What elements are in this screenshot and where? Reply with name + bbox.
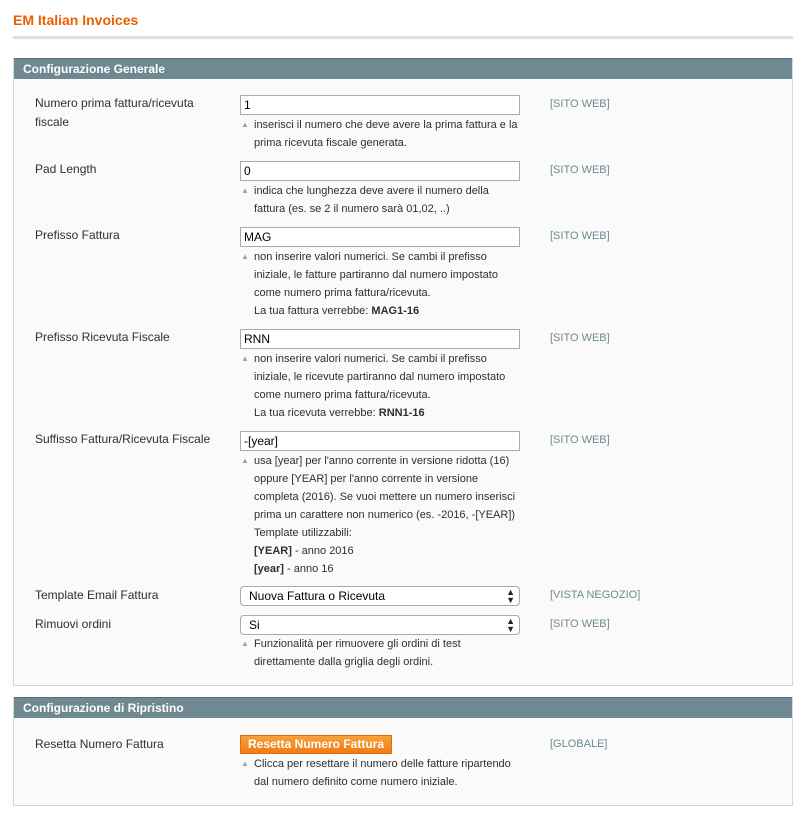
- template-desc: - anno 2016: [291, 545, 354, 557]
- triangle-up-icon: ▲: [241, 252, 249, 261]
- updown-arrows-icon: ▲ ▼: [506, 616, 515, 634]
- scope-label: [GLOBALE]: [550, 738, 608, 750]
- note-line: completa (2016). Se vuoi mettere un numero inserisci: [254, 491, 516, 503]
- first-invoice-number-input[interactable]: 1: [240, 95, 520, 115]
- suffix-input[interactable]: -[year]: [240, 431, 520, 451]
- field-note: [240, 350, 525, 422]
- scope-label: [SITO WEB]: [550, 230, 610, 242]
- field-note: [240, 116, 525, 152]
- note-line: non inserire valori numerici. Se cambi il prefisso: [254, 251, 487, 263]
- field-label: Suffisso Fattura/Ricevuta Fiscale: [35, 432, 211, 446]
- note-line: indica che lunghezza deve avere il numero della: [254, 185, 489, 197]
- reset-invoice-number-button[interactable]: Resetta Numero Fattura: [240, 735, 392, 754]
- page-title: EM Italian Invoices: [13, 12, 139, 28]
- scope-label: [VISTA NEGOZIO]: [550, 589, 641, 601]
- field-label: Pad Length: [35, 162, 97, 176]
- updown-arrows-icon: ▲ ▼: [506, 587, 515, 605]
- scope-label: [SITO WEB]: [550, 618, 610, 630]
- label-line: fiscale: [35, 115, 70, 129]
- scope-label: [SITO WEB]: [550, 98, 610, 110]
- selected-value: Si: [249, 618, 260, 632]
- note-line: non inserire valori numerici. Se cambi il prefisso: [254, 353, 487, 365]
- note-line: dal numero definito come numero iniziale.: [254, 776, 458, 788]
- note-line: prima ricevuta fiscale generata.: [254, 137, 407, 149]
- field-label: Resetta Numero Fattura: [35, 737, 164, 751]
- template-code: [YEAR]: [254, 545, 292, 557]
- scope-label: [SITO WEB]: [550, 332, 610, 344]
- scope-label: [SITO WEB]: [550, 164, 610, 176]
- template-code: [year]: [254, 563, 284, 575]
- triangle-up-icon: ▲: [241, 354, 249, 363]
- note-line: fattura (es. se 2 il numero sarà 01,02, ..): [254, 203, 450, 215]
- email-template-select[interactable]: [240, 586, 520, 606]
- note-line: usa [year] per l'anno corrente in versione ridotta (16): [254, 455, 510, 467]
- receipt-example: RNN1-16: [378, 407, 425, 419]
- note-line: iniziale, le ricevute partiranno dal numero impostato: [254, 371, 506, 383]
- triangle-up-icon: ▲: [241, 120, 249, 129]
- note-line: La tua fattura verrebbe:: [254, 305, 372, 317]
- remove-orders-select[interactable]: [240, 615, 520, 635]
- field-note: [240, 248, 525, 320]
- note-line: Clicca per resettare il numero delle fatture ripartendo: [254, 758, 511, 770]
- field-note: [240, 452, 525, 578]
- receipt-prefix-input[interactable]: RNN: [240, 329, 520, 349]
- invoice-prefix-input[interactable]: MAG: [240, 227, 520, 247]
- section-reset: [13, 697, 793, 806]
- note-line: inserisci il numero che deve avere la prima fattura e la: [254, 119, 518, 131]
- field-note: [240, 635, 525, 671]
- label-line: Numero prima fattura/ricevuta: [35, 96, 194, 110]
- invoice-example: MAG1-16: [371, 305, 420, 317]
- section-header-reset[interactable]: Configurazione di Ripristino: [14, 697, 792, 718]
- note-line: iniziale, le fatture partiranno dal numero impostato: [254, 269, 498, 281]
- note-line: come numero prima fattura/ricevuta.: [254, 389, 431, 401]
- field-label: Template Email Fattura: [35, 588, 159, 602]
- selected-value: Nuova Fattura o Ricevuta: [249, 589, 386, 603]
- title-divider: [13, 36, 793, 39]
- scope-label: [SITO WEB]: [550, 434, 610, 446]
- note-line: La tua ricevuta verrebbe:: [254, 407, 379, 419]
- section-general: [13, 58, 793, 686]
- section-header-general[interactable]: Configurazione Generale: [14, 58, 792, 79]
- field-label: Prefisso Ricevuta Fiscale: [35, 330, 170, 344]
- triangle-up-icon: ▲: [241, 639, 249, 648]
- note-line: oppure [YEAR] per l'anno corrente in versione: [254, 473, 479, 485]
- field-note: [240, 182, 525, 218]
- field-label: Prefisso Fattura: [35, 228, 120, 242]
- triangle-up-icon: ▲: [241, 186, 249, 195]
- field-note: [240, 755, 525, 791]
- note-line: Funzionalità per rimuovere gli ordini di test: [254, 638, 461, 650]
- note-line: prima un carattere non numerico (es. -2016, -[YEAR]): [254, 509, 516, 521]
- note-line: come numero prima fattura/ricevuta.: [254, 287, 431, 299]
- triangle-up-icon: ▲: [241, 456, 249, 465]
- field-label: [35, 94, 225, 132]
- triangle-up-icon: ▲: [241, 759, 249, 768]
- field-label: Rimuovi ordini: [35, 617, 112, 631]
- note-line: direttamente dalla griglia degli ordini.: [254, 656, 434, 668]
- note-line: Template utilizzabili:: [254, 527, 352, 539]
- pad-length-input[interactable]: 0: [240, 161, 520, 181]
- template-desc: - anno 16: [283, 563, 334, 575]
